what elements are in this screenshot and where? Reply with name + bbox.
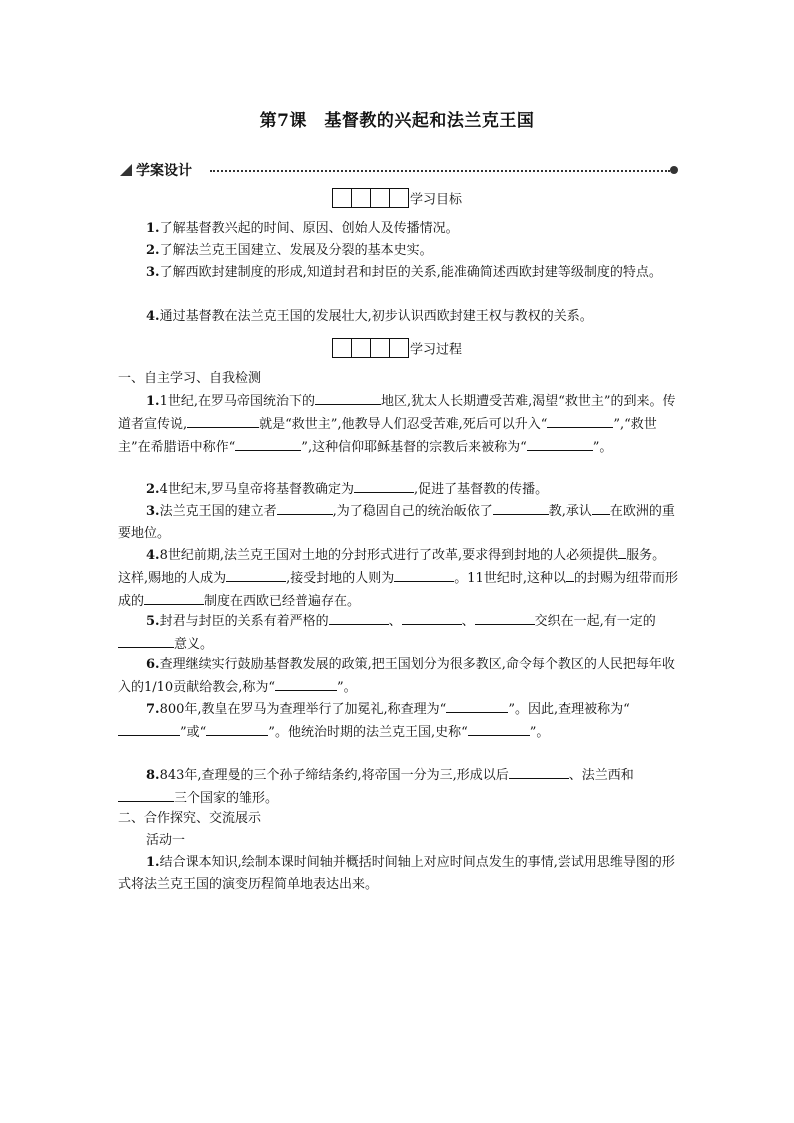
- question-8: 8.843年,查理曼的三个孙子缔结条约,将帝国一分为三,形成以后 、法兰西和三个国家的雏形。: [118, 764, 678, 810]
- goal-item: 1.了解基督教兴起的时间、原因、创始人及传播情况。: [146, 221, 459, 236]
- box-frame-icon: [332, 188, 408, 208]
- question-4: 4.8世纪前期,法兰克王国对土地的分封形式进行了改革,要求得到封地的人必须提供 服务。这样,赐地的人成为 ,接受封地的人则为 。11世纪时,这种以 的封赐为纽带而形成的 制度在西欧已经普遍存在。: [118, 544, 678, 613]
- goals-heading: [0, 188, 794, 208]
- page-title: 第7课 基督教的兴起和法兰克王国: [259, 111, 535, 131]
- process-heading: [0, 338, 794, 358]
- section-label: 学案设计: [136, 163, 192, 179]
- process-heading-label: 学习过程: [409, 342, 462, 358]
- part-heading: 一、自主学习、自我检测: [118, 371, 262, 386]
- question-6: 6.查理继续实行鼓励基督教发展的政策,把王国划分为很多教区,命令每个教区的人民把每年收入的1/10贡献给教会,称为“ ”。: [118, 657, 675, 695]
- activity-question: 1.结合课本知识,绘制本课时间轴并概括时间轴上对应时间点发生的事情,尝试用思维导图的形式将法兰克王国的演变历程简单地表达出来。: [118, 855, 675, 892]
- goals-heading-label: 学习目标: [409, 192, 462, 208]
- rule-end-dot-icon: [670, 166, 678, 174]
- part-heading: 二、合作探究、交流展示: [118, 811, 262, 826]
- section-header: [118, 160, 678, 180]
- question-7: 7.800年,教皇在罗马为查理举行了加冕礼,称查理为“ ”。因此,查理被称为“”或“ ”。他统治时期的法兰克王国,史称“ ”。: [118, 698, 678, 744]
- activity-heading: 活动一: [146, 833, 186, 848]
- goal-item: 4.通过基督教在法兰克王国的发展壮大,初步认识西欧封建王权与教权的关系。: [146, 309, 593, 324]
- question-3: 3.法兰克王国的建立者 ,为了稳固自己的统治皈依了 教,承认 在欧洲的重要地位。: [118, 500, 678, 545]
- question-1: 1.1世纪,在罗马帝国统治下的 地区,犹太人长期遭受苦难,渴望“救世主”的到来。传道者宣传说, 就是“救世主”,他教导人们忍受苦难,死后可以升入“ ”,“救世主”在希腊语中称作“ ”,这种信仰耶稣基督的宗教后来被称为“ ”。: [118, 390, 678, 459]
- question-2: 2.4世纪末,罗马皇帝将基督教确定为 ,促进了基督教的传播。: [118, 478, 678, 501]
- goal-item: 3.了解西欧封建制度的形成,知道封君和封臣的关系,能准确简述西欧封建等级制度的特点。: [146, 265, 662, 280]
- goal-item: 2.了解法兰克王国建立、发展及分裂的基本史实。: [146, 243, 433, 258]
- dotted-rule: [210, 170, 670, 172]
- box-frame-icon: [332, 338, 408, 358]
- triangle-icon: [120, 164, 132, 176]
- question-5: 5.封君与封臣的关系有着严格的 、 、 交织在一起,有一定的意义。: [118, 610, 678, 656]
